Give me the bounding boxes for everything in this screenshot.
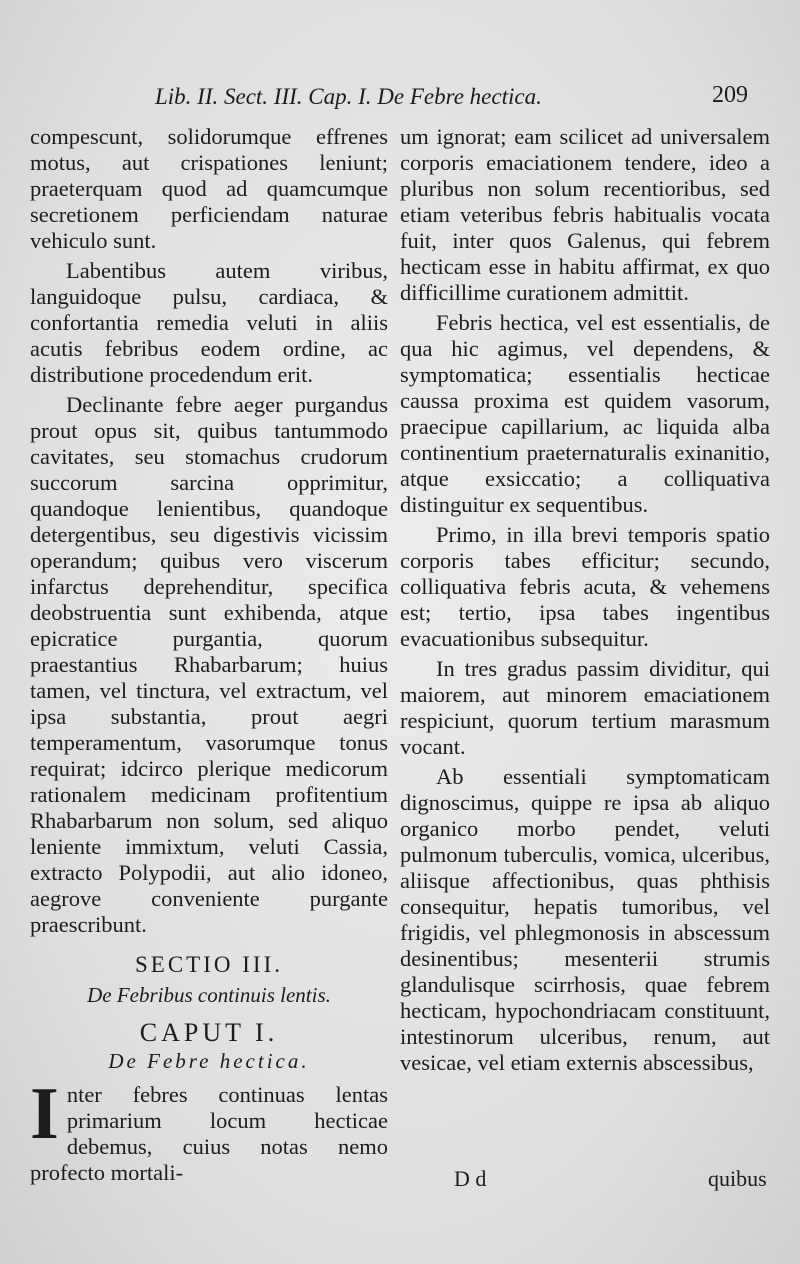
page-header	[0, 80, 800, 116]
paragraph: In tres gradus passim dividitur, qui maiorem, aut minorem emaciationem respiciunt, quorum tertium marasmum vocant.	[400, 656, 770, 759]
paragraph: compescunt, solidorumque effrenes motus, aut crispationes leniunt; praeterquam quod ad quamcumque secretionem perficiendam naturae vehiculo sunt.	[30, 124, 388, 253]
chapter-subtitle: De Febre hectica.	[108, 1049, 310, 1073]
catchword: quibus	[708, 1166, 767, 1191]
drop-capital: I	[30, 1073, 59, 1155]
page-footer	[0, 1166, 800, 1196]
paragraph: nter febres continuas lentas primarium locum hecticae debemus, cuius notas nemo profecto mortali-	[30, 1082, 388, 1185]
paragraph: Declinante febre aeger purgandus prout opus sit, quibus tantummodo cavitates, seu stomachus crudorum succorum sarcina opprimitur, quandoque lenientibus, quandoque detergentibus, seu digestivis vicissim operandum; quibus vero viscerum infarctus deprehenditur, specifica deobstruentia sunt exhibenda, atque epicratice purgantia, quorum praestantius Rhabarbarum; huius tamen, vel tinctura, vel extractum, vel ipsa substantia, prout aegri temperamentum, vasorumque tonus requirat; idcirco plerique medicorum rationalem medicinam profitentium Rhabarbarum non solum, sed aliquo leniente immixtum, veluti Cassia, extracto Polypodii, aut alio idoneo, aegrove conveniente purgante praescribunt.	[30, 392, 388, 937]
left-column	[30, 124, 388, 1186]
paragraph: Labentibus autem viribus, languidoque pulsu, cardiaca, & confortantia remedia veluti in aliis acutis febribus eodem ordine, ac distributione procedendum erit.	[30, 258, 388, 387]
page-number: 209	[712, 82, 748, 108]
paragraph: Febris hectica, vel est essentialis, de qua hic agimus, vel dependens, & symptomatica; essentialis hecticae caussa proxima est quidem vasorum, praecipue capillarium, ac liquida alba continentium praeternaturalis exinanitio, atque exsiccatio; a colliquativa distinguitur ex sequentibus.	[400, 310, 770, 517]
paragraph: um ignorat; eam scilicet ad universalem corporis emaciationem tendere, ideo a pluribus non solum recentioribus, sed etiam veteribus febris habitualis vocata fuit, inter quos Galenus, qui febrem hecticam esse in habitu affirmat, ex quo difficillime curationem admittit.	[400, 124, 770, 305]
running-title: Lib. II. Sect. III. Cap. I. De Febre hectica.	[155, 84, 542, 109]
chapter-title: CAPUT I.	[139, 1018, 279, 1047]
signature-mark: D d	[454, 1166, 487, 1191]
right-column	[400, 124, 770, 1076]
paragraph: Primo, in illa brevi temporis spatio corporis tabes efficitur; secundo, colliquativa febris acuta, & vehemens est; tertio, ipsa tabes ingentibus evacuationibus subsequitur.	[400, 522, 770, 651]
paragraph: Ab essentiali symptomaticam dignoscimus, quippe re ipsa ab aliquo organico morbo pendet, veluti pulmonum tuberculis, vomica, ulceribus, aliisque affectionibus, quas phthisis consequitur, hepatis tumoribus, vel frigidis, vel phlegmonosis in abscessum desinentibus; mesenterii strumis glandulisque scirrhosis, quae febrem hecticam, hypochondriacam constituunt, intestinorum ulceribus, renum, aut vesicae, vel etiam externis abscessibus,	[400, 764, 770, 1075]
section-subtitle: De Febribus continuis lentis.	[87, 983, 331, 1007]
section-title: SECTIO III.	[135, 952, 283, 977]
